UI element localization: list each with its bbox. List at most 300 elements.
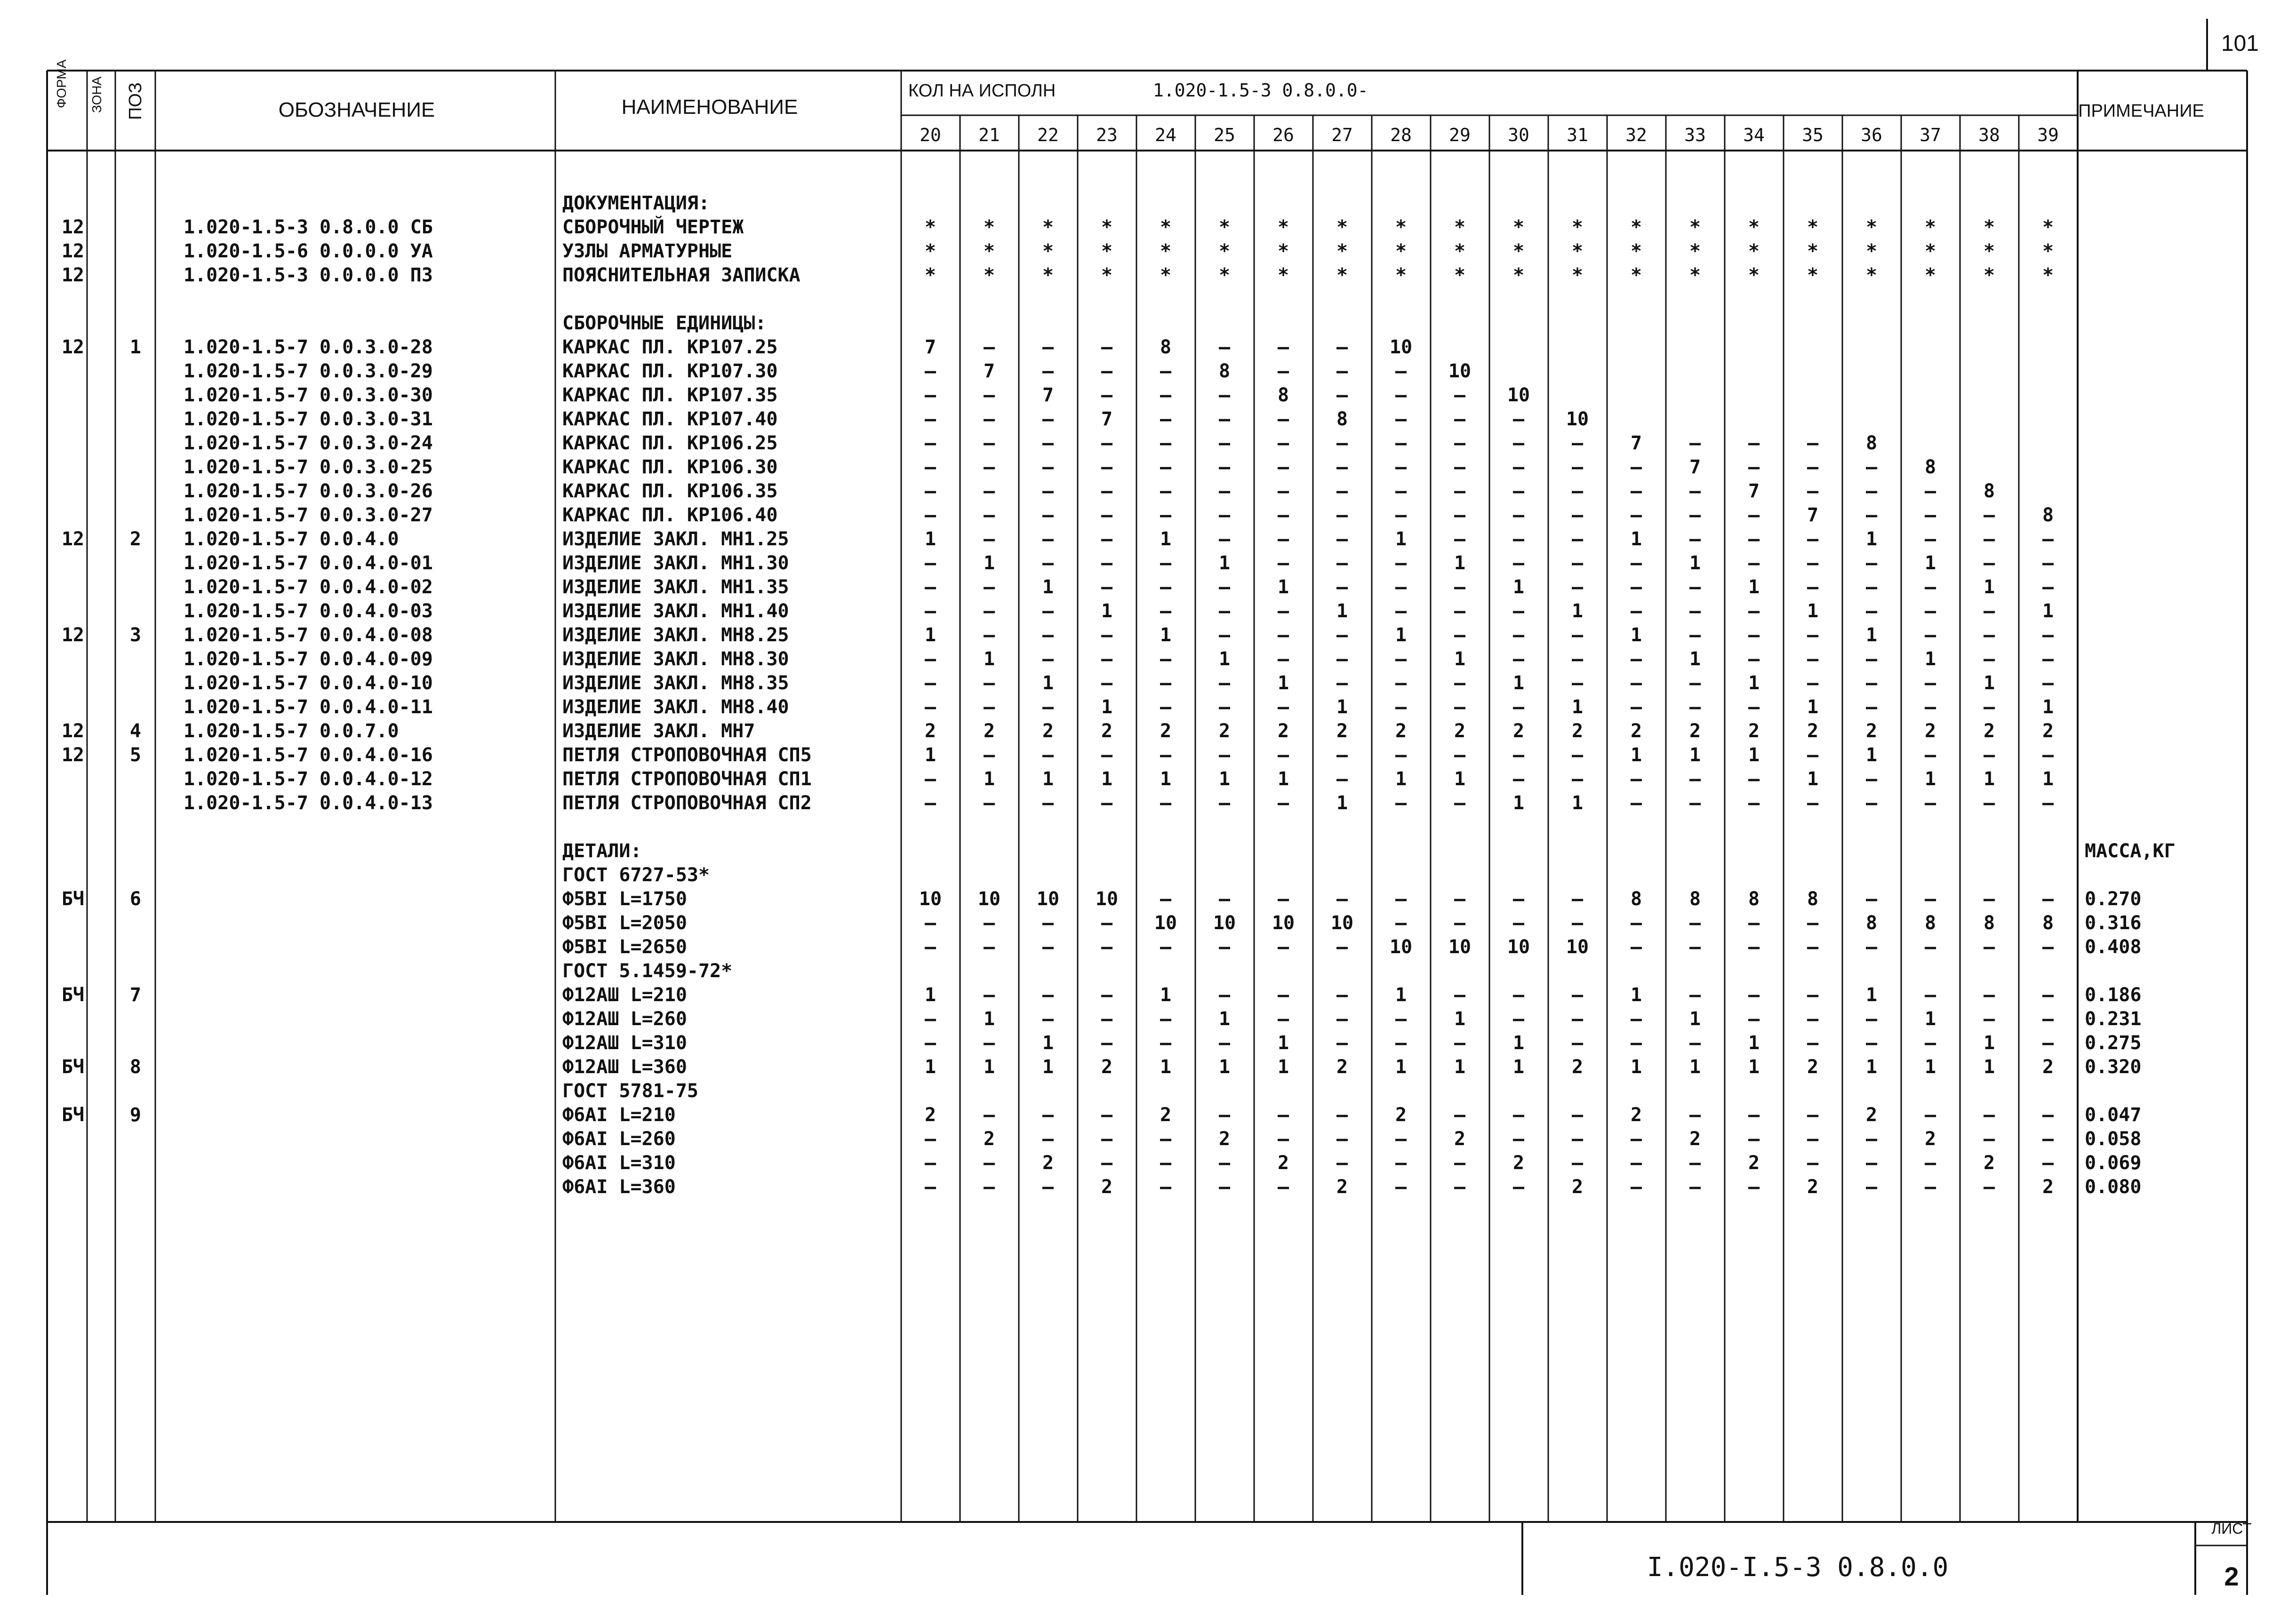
row-designation: 1.020-1.5-7 0.0.3.0-29 [184,360,433,382]
row-qty-cell: – [1865,552,1878,574]
row-qty-cell: – [1042,1104,1054,1126]
row-qty-cell: 1 [983,1008,995,1030]
row-qty-cell: 1 [1160,1056,1172,1078]
row-qty-cell: – [1277,1176,1289,1198]
table-row [562,936,2141,958]
row-qty-cell: – [1160,480,1172,502]
row-name: Ф6АI L=260 [562,1128,676,1150]
row-qty-cell: – [1395,600,1407,622]
row-qty-cell: – [1042,1176,1054,1198]
row-qty-cell: 10 [1213,912,1236,934]
row-qty-cell: – [1454,696,1466,718]
footer-sheet-number: 2 [2224,1561,2239,1591]
row-qty-cell: – [1454,384,1466,406]
row-qty-cell: – [1748,528,1760,550]
row-note: 0.069 [2085,1152,2142,1174]
row-qty-cell: 8 [1218,360,1231,382]
row-qty-cell: – [1748,768,1760,790]
row-qty-cell: – [1807,912,1819,934]
row-qty-cell: – [1983,696,1995,718]
row-qty-cell: – [924,360,936,382]
row-position: 6 [129,888,141,910]
row-qty-cell: 7 [983,360,995,382]
table-row [562,1128,2141,1150]
row-qty-cell: 1 [1042,576,1054,598]
row-qty-cell: – [1277,888,1289,910]
row-qty-cell: 1 [1336,600,1348,622]
row-qty-cell: – [1395,888,1407,910]
row-qty-cell: – [1924,696,1936,718]
row-note: 0.058 [2085,1128,2142,1150]
row-name: ДЕТАЛИ: [562,840,642,862]
table-row [184,504,2054,526]
variant-header-35: 35 [1802,125,1824,145]
table-row [562,1152,2141,1174]
row-qty-cell: * [1101,216,1113,238]
row-qty-cell: 2 [1160,720,1172,742]
row-qty-cell: – [1454,1032,1466,1054]
row-qty-cell: – [1983,1104,1995,1126]
row-qty-cell: – [1160,552,1172,574]
row-qty-cell: 2 [983,720,995,742]
row-qty-cell: – [1689,1176,1701,1198]
row-note: 0.316 [2085,912,2142,934]
variant-header-33: 33 [1684,125,1706,145]
footer-code: I.020-I.5-3 0.8.0.0 [1647,1552,1949,1583]
row-qty-cell: 2 [1277,720,1289,742]
row-name: ИЗДЕЛИЕ ЗАКЛ. МН1.25 [562,528,789,550]
row-qty-cell: – [1571,744,1584,766]
header-pos: ПОЗ [126,82,145,120]
row-qty-cell: 7 [1630,432,1642,454]
row-qty-cell: 8 [1160,336,1172,358]
row-position: 1 [129,336,141,358]
row-note: 0.231 [2085,1008,2142,1030]
row-qty-cell: – [983,696,995,718]
row-qty-cell: – [1395,792,1407,814]
row-qty-cell: – [2042,576,2054,598]
row-qty-cell: 8 [1983,480,1995,502]
row-qty-cell: – [1042,648,1054,670]
row-qty-cell: 2 [924,1104,936,1126]
row-qty-cell: – [1277,792,1289,814]
row-qty-cell: – [1748,792,1760,814]
row-qty-cell: – [1336,768,1348,790]
row-qty-cell: 1 [1160,528,1172,550]
row-qty-cell: 1 [1042,768,1054,790]
row-qty-cell: 1 [1512,1056,1525,1078]
row-qty-cell: – [1571,1032,1584,1054]
row-qty-cell: – [1218,600,1231,622]
row-qty-cell: 10 [1330,912,1354,934]
row-qty-cell: * [1277,264,1289,286]
row-qty-cell: * [1924,264,1936,286]
table-row [62,528,2054,550]
row-designation: 1.020-1.5-7 0.0.7.0 [184,720,399,742]
row-qty-cell: * [1454,264,1466,286]
row-qty-cell: 1 [1748,672,1760,694]
row-qty-cell: – [1807,1032,1819,1054]
row-qty-cell: – [1160,600,1172,622]
row-qty-cell: – [1630,1152,1642,1174]
row-qty-cell: – [1571,1128,1584,1150]
row-qty-cell: 1 [1101,768,1113,790]
row-qty-cell: – [1101,1104,1113,1126]
row-qty-cell: * [1571,216,1584,238]
row-qty-cell: * [1042,264,1054,286]
row-qty-cell: 1 [1689,1056,1701,1078]
row-qty-cell: 10 [1448,360,1472,382]
row-qty-cell: 10 [1389,336,1413,358]
row-qty-cell: 1 [1395,1056,1407,1078]
row-name: ПЕТЛЯ СТРОПОВОЧНАЯ СП5 [562,744,812,766]
row-qty-cell: – [1512,648,1525,670]
row-qty-cell: 2 [1277,1152,1289,1174]
row-qty-cell: * [1689,240,1701,262]
row-qty-cell: – [1807,672,1819,694]
row-qty-cell: – [983,792,995,814]
row-qty-cell: – [1983,1176,1995,1198]
row-qty-cell: – [1512,1104,1525,1126]
row-qty-cell: – [1630,1008,1642,1030]
row-qty-cell: – [1512,696,1525,718]
row-qty-cell: – [1395,1008,1407,1030]
row-qty-cell: – [1983,528,1995,550]
row-qty-cell: – [1277,624,1289,646]
row-qty-cell: – [1571,1104,1584,1126]
row-qty-cell: – [1395,696,1407,718]
row-qty-cell: 2 [1924,720,1936,742]
row-qty-cell: 1 [1336,696,1348,718]
header-qty-code: 1.020-1.5-3 0.8.0.0- [1153,80,1368,101]
row-qty-cell: – [1807,576,1819,598]
row-qty-cell: – [1983,936,1995,958]
row-qty-cell: – [1983,1128,1995,1150]
row-qty-cell: 2 [1336,720,1348,742]
row-qty-cell: 1 [1689,1008,1701,1030]
row-qty-cell: – [1807,624,1819,646]
row-qty-cell: – [1395,432,1407,454]
row-qty-cell: – [1689,504,1701,526]
row-qty-cell: 8 [1924,456,1936,478]
row-qty-cell: * [1689,216,1701,238]
row-qty-cell: * [1218,240,1231,262]
row-qty-cell: – [924,456,936,478]
row-qty-cell: – [1630,912,1642,934]
row-qty-cell: 2 [1395,1104,1407,1126]
row-qty-cell: – [1571,528,1584,550]
row-qty-cell: 1 [1924,1008,1936,1030]
row-qty-cell: 2 [1630,1104,1642,1126]
row-qty-cell: – [1454,1104,1466,1126]
row-qty-cell: – [1454,912,1466,934]
row-qty-cell: 10 [1507,384,1530,406]
row-qty-cell: – [1336,336,1348,358]
row-qty-cell: – [1042,480,1054,502]
row-qty-cell: – [1748,648,1760,670]
row-qty-cell: – [1865,768,1878,790]
row-qty-cell: – [1101,984,1113,1006]
row-qty-cell: – [1042,744,1054,766]
row-qty-cell: – [1689,768,1701,790]
row-qty-cell: – [924,696,936,718]
row-qty-cell: – [1042,456,1054,478]
row-qty-cell: – [924,1152,936,1174]
row-qty-cell: – [1101,792,1113,814]
row-qty-cell: – [1160,360,1172,382]
row-qty-cell: * [1336,264,1348,286]
row-qty-cell: – [2042,744,2054,766]
row-qty-cell: * [1218,216,1231,238]
row-format: БЧ [61,1056,84,1078]
row-qty-cell: 1 [1924,1056,1936,1078]
row-qty-cell: * [2042,264,2054,286]
row-qty-cell: – [983,1104,995,1126]
row-qty-cell: – [1042,360,1054,382]
row-qty-cell: * [924,216,936,238]
row-qty-cell: * [924,240,936,262]
row-qty-cell: – [1512,432,1525,454]
row-note: 0.186 [2085,984,2142,1006]
row-qty-cell: – [983,600,995,622]
row-qty-cell: – [983,1032,995,1054]
row-qty-cell: – [1630,504,1642,526]
row-qty-cell: – [1512,480,1525,502]
row-qty-cell: 10 [1566,408,1589,430]
row-qty-cell: – [1512,408,1525,430]
row-qty-cell: – [1395,576,1407,598]
table-row [62,984,2142,1006]
row-qty-cell: 7 [1689,456,1701,478]
row-qty-cell: – [2042,528,2054,550]
row-qty-cell: – [1336,648,1348,670]
table-row [62,1056,2142,1078]
variant-header-32: 32 [1625,125,1647,145]
row-qty-cell: – [1689,984,1701,1006]
header-zone: ЗОНА [89,76,104,113]
row-qty-cell: * [1630,216,1642,238]
variant-header-38: 38 [1978,125,2000,145]
row-qty-cell: – [2042,936,2054,958]
row-qty-cell: – [1277,504,1289,526]
row-qty-cell: * [1924,240,1936,262]
row-qty-cell: – [1336,1128,1348,1150]
row-qty-cell: – [983,432,995,454]
row-qty-cell: – [924,600,936,622]
row-qty-cell: – [1336,936,1348,958]
row-qty-cell: 2 [1336,1176,1348,1198]
row-qty-cell: 1 [2042,600,2054,622]
row-qty-cell: – [1160,432,1172,454]
row-qty-cell: – [1865,576,1878,598]
row-qty-cell: 2 [1042,1152,1054,1174]
row-designation: 1.020-1.5-7 0.0.4.0-03 [184,600,433,622]
row-qty-cell: * [1983,216,1995,238]
row-qty-cell: – [1454,624,1466,646]
row-qty-cell: – [1807,744,1819,766]
row-name: КАРКАС ПЛ. КР106.25 [562,432,778,454]
row-qty-cell: – [1336,744,1348,766]
row-qty-cell: – [1277,456,1289,478]
row-qty-cell: – [1630,576,1642,598]
row-qty-cell: – [1277,744,1289,766]
row-qty-cell: – [1395,672,1407,694]
row-name: Ф12АШ L=210 [562,984,687,1006]
row-qty-cell: – [1101,504,1113,526]
row-name: КАРКАС ПЛ. КР106.40 [562,504,778,526]
row-qty-cell: – [1630,456,1642,478]
row-qty-cell: – [1689,936,1701,958]
row-name: ИЗДЕЛИЕ ЗАКЛ. МН1.40 [562,600,789,622]
row-qty-cell: – [1277,408,1289,430]
row-qty-cell: * [1630,240,1642,262]
row-name: Ф5ВI L=2650 [562,936,687,958]
row-qty-cell: – [1101,624,1113,646]
table-row [184,768,2054,790]
row-qty-cell: – [1748,984,1760,1006]
row-qty-cell: – [1983,552,1995,574]
row-qty-cell: – [1218,408,1231,430]
variant-header-20: 20 [920,125,941,145]
row-qty-cell: – [1101,648,1113,670]
row-name: КАРКАС ПЛ. КР107.30 [562,360,778,382]
row-position: 3 [129,624,141,646]
row-qty-cell: 1 [1160,768,1172,790]
row-qty-cell: * [1277,216,1289,238]
row-qty-cell: – [1454,600,1466,622]
row-qty-cell: * [1042,240,1054,262]
row-qty-cell: – [1748,1008,1760,1030]
row-qty-cell: – [1336,360,1348,382]
row-qty-cell: 2 [1630,720,1642,742]
table-row [62,744,2054,766]
row-qty-cell: – [1336,528,1348,550]
table-row [184,672,2054,694]
row-qty-cell: 1 [1748,576,1760,598]
row-qty-cell: 1 [1748,1032,1760,1054]
variant-header-22: 22 [1037,125,1059,145]
row-qty-cell: – [1277,696,1289,718]
row-qty-cell: 2 [1689,720,1701,742]
row-name: ИЗДЕЛИЕ ЗАКЛ. МН8.30 [562,648,789,670]
row-qty-cell: – [1395,480,1407,502]
row-qty-cell: 1 [1277,672,1289,694]
variant-header-27: 27 [1331,125,1353,145]
row-qty-cell: – [1101,1032,1113,1054]
row-qty-cell: 2 [1983,720,1995,742]
row-qty-cell: * [2042,216,2054,238]
row-qty-cell: * [1748,264,1760,286]
row-qty-cell: 1 [1454,552,1466,574]
row-qty-cell: – [1277,984,1289,1006]
row-note: 0.270 [2085,888,2142,910]
row-qty-cell: 1 [1218,648,1231,670]
row-name: СБОРОЧНЫЕ ЕДИНИЦЫ: [562,312,767,334]
row-designation: 1.020-1.5-7 0.0.4.0-16 [184,744,433,766]
variant-header-28: 28 [1390,125,1412,145]
row-qty-cell: 2 [1454,1128,1466,1150]
row-qty-cell: 8 [1336,408,1348,430]
row-qty-cell: * [1983,264,1995,286]
row-qty-cell: – [1336,1008,1348,1030]
row-qty-cell: – [2042,984,2054,1006]
row-qty-cell: – [1395,1032,1407,1054]
row-name: СБОРОЧНЫЙ ЧЕРТЕЖ [562,216,744,238]
row-qty-cell: 2 [1101,1056,1113,1078]
row-qty-cell: – [1807,552,1819,574]
row-designation: 1.020-1.5-7 0.0.4.0-11 [184,696,433,718]
row-qty-cell: – [1983,792,1995,814]
row-qty-cell: – [2042,552,2054,574]
row-qty-cell: – [983,504,995,526]
variant-header-24: 24 [1155,125,1176,145]
row-qty-cell: 8 [1689,888,1701,910]
row-qty-cell: – [1395,384,1407,406]
row-qty-cell: 2 [1042,720,1054,742]
row-qty-cell: 1 [1748,744,1760,766]
table-row [562,192,710,214]
row-qty-cell: 1 [1865,744,1878,766]
row-qty-cell: * [1101,240,1113,262]
variant-header-31: 31 [1567,125,1588,145]
row-qty-cell: – [1454,792,1466,814]
row-qty-cell: * [1454,216,1466,238]
row-qty-cell: – [924,912,936,934]
row-designation: 1.020-1.5-7 0.0.3.0-30 [184,384,433,406]
row-qty-cell: – [1689,672,1701,694]
row-qty-cell: 1 [1983,768,1995,790]
row-qty-cell: – [983,408,995,430]
row-qty-cell: 1 [1865,528,1878,550]
table-row [62,215,2054,238]
row-qty-cell: – [1512,984,1525,1006]
row-qty-cell: – [1865,600,1878,622]
row-qty-cell: – [1689,1032,1701,1054]
table-row [184,432,1877,454]
row-name: Ф5ВI L=1750 [562,888,687,910]
row-qty-cell: – [1512,504,1525,526]
row-qty-cell: – [1042,1128,1054,1150]
row-qty-cell: 2 [1748,1152,1760,1174]
row-qty-cell: – [1218,384,1231,406]
row-qty-cell: – [1571,504,1584,526]
row-qty-cell: * [1571,240,1584,262]
row-qty-cell: – [1983,504,1995,526]
row-qty-cell: 7 [924,336,936,358]
row-qty-cell: – [1865,1128,1878,1150]
row-qty-cell: – [1807,456,1819,478]
row-qty-cell: 1 [1983,1056,1995,1078]
row-qty-cell: – [1689,1104,1701,1126]
row-qty-cell: * [1042,216,1054,238]
row-qty-cell: – [1277,936,1289,958]
row-qty-cell: 2 [1689,1128,1701,1150]
row-qty-cell: 1 [1689,648,1701,670]
row-qty-cell: – [1924,1152,1936,1174]
row-qty-cell: – [1160,1128,1172,1150]
row-qty-cell: – [1454,408,1466,430]
row-qty-cell: – [1924,624,1936,646]
row-qty-cell: – [1454,1152,1466,1174]
row-qty-cell: – [1277,528,1289,550]
row-designation: 1.020-1.5-3 0.0.0.0 ПЗ [184,264,433,286]
row-note: 0.408 [2085,936,2142,958]
row-qty-cell: – [1748,456,1760,478]
row-qty-cell: – [1101,528,1113,550]
row-qty-cell: 10 [1036,888,1060,910]
row-qty-cell: – [1807,792,1819,814]
row-qty-cell: – [1983,624,1995,646]
